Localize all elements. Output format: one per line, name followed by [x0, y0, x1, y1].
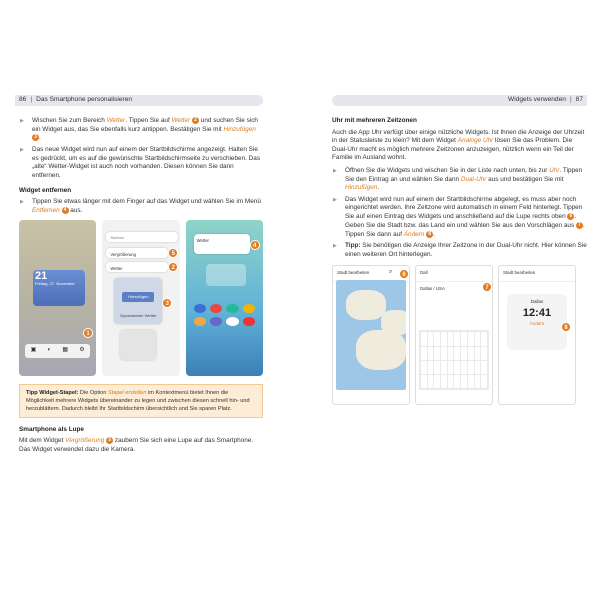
paragraph	[332, 129, 587, 163]
text: aus.	[68, 206, 83, 214]
callout-number: 5	[106, 437, 113, 444]
ui-term: Dual-Uhr	[460, 175, 487, 183]
text: Wischen Sie zum Bereich	[32, 117, 107, 125]
callout-6: 6	[399, 269, 409, 279]
screenshot-widget-context-menu	[186, 220, 263, 376]
right-page-content	[332, 117, 587, 411]
text: lösen Sie das Problem. Die Dual-Uhr macht es möglich mehrere Zeitzonen anzuzeigen, nützlich wenn ein Teil der Familie im Ausland wohnt.	[332, 137, 574, 162]
left-page-header	[15, 95, 263, 106]
text: . Tippen Sie den Eintrag an und wählen Sie dann	[345, 166, 583, 183]
widget-preview-2	[120, 330, 156, 360]
text: . Tippen Sie auf	[125, 117, 172, 125]
section-heading: Uhr mit mehreren Zeitzonen	[332, 117, 417, 124]
text: aus und bestätigen Sie mit	[486, 175, 564, 183]
header-separator: |	[30, 96, 33, 104]
left-page-content	[19, 117, 263, 458]
dual-clock-widget	[507, 294, 567, 350]
text: Öffnen Sie die Widgets und wischen Sie in der Liste nach unten, bis zur	[345, 166, 550, 174]
text: Sie benötigen die Anzeige Ihrer Zeitzone in der Dual-Uhr nicht. Hier können Sie einen weiteren Ort hinterlegen.	[345, 242, 587, 258]
screenshot-home-edit	[19, 220, 96, 376]
callout-number: 2	[192, 117, 199, 124]
search-result[interactable]: Dallas / USA	[420, 286, 445, 292]
instruction-bullet	[332, 196, 587, 240]
landmass	[346, 290, 386, 320]
text: zaubern Sie sich eine Lupe auf das Smartphone. Das Widget verwendet dazu die Kamera.	[19, 437, 254, 453]
callout-number: 7	[576, 222, 583, 229]
world-map[interactable]	[336, 280, 406, 390]
weather-widget-menu[interactable]: Wetter	[194, 234, 250, 254]
ui-term: Hinzufügen	[223, 125, 256, 133]
callout-4: 4	[250, 240, 260, 250]
instruction-bullet	[19, 146, 263, 180]
ui-term: Wetter	[171, 117, 191, 125]
tip-label: Tipp Widget-Stapel:	[26, 389, 79, 396]
search-query[interactable]: Dall	[416, 266, 492, 282]
city-time: 12:41	[522, 307, 552, 320]
widget-item-weather[interactable]: Wetter	[106, 262, 168, 272]
text: . Geben Sie die Stadt bzw. das Land ein und wählen Sie aus den Vorschlägen aus	[345, 213, 577, 229]
landmass	[381, 310, 406, 335]
weather-widget	[206, 264, 246, 286]
screen-title: Stadt bearbeiten	[333, 266, 409, 282]
callout-2: 2	[168, 262, 178, 272]
status-bar	[102, 220, 179, 226]
text: .	[39, 134, 41, 142]
ui-term: Hinzufügen	[345, 184, 378, 192]
instruction-bullet	[19, 117, 263, 143]
theme-icon: ◐	[47, 347, 52, 354]
header-separator: |	[569, 96, 572, 104]
app-icon[interactable]	[226, 317, 238, 326]
text: .	[377, 184, 380, 192]
callout-5: 5	[168, 248, 178, 258]
section-heading: Widget entfernen	[19, 186, 72, 194]
clock-date: Freitag, 27. November	[35, 281, 75, 287]
city-label: Dallas	[530, 299, 544, 305]
text: Mit dem Widget	[19, 437, 66, 445]
callout-number: 6	[567, 213, 574, 220]
status-bar	[19, 220, 96, 226]
wallpaper-icon: ▣	[30, 347, 37, 354]
screenshot-row	[19, 220, 263, 376]
screenshot-widget-list	[102, 220, 179, 376]
ui-term: Wetter	[106, 117, 126, 125]
clock-widget	[33, 270, 85, 306]
text: Die Option	[78, 389, 108, 396]
ui-term: Stapel erstellen	[107, 389, 147, 396]
instruction-bullet	[332, 242, 587, 259]
edit-toolbar	[25, 344, 90, 358]
page-number-left: 86	[19, 96, 27, 104]
instruction-bullet	[19, 198, 263, 215]
callout-number: 3	[32, 134, 39, 141]
callout-8: 8	[561, 322, 571, 332]
app-icon[interactable]	[210, 317, 222, 326]
chapter-title-right: Widgets verwenden	[508, 96, 566, 104]
status-bar	[186, 220, 263, 226]
text: .	[433, 230, 435, 238]
app-icon[interactable]	[226, 304, 238, 313]
callout-1: 1	[83, 328, 93, 338]
app-icon[interactable]	[210, 304, 222, 313]
ui-term: Entfernen	[32, 206, 60, 214]
text: Das neue Widget wird nun auf einem der Startbildschirme angezeigt. Halten Sie es gedrückt, um es auf die gewünschte Startbildschirmseite zu verschieben. Das „alte“ Wetter-Widget ist auch noch vorhanden. Diesen können Sie dann entfernen.	[32, 146, 261, 179]
app-icon[interactable]	[243, 304, 255, 313]
callout-number: 4	[62, 207, 69, 214]
keyboard[interactable]	[419, 330, 489, 390]
text: Tippen Sie etwas länger mit dem Finger auf das Widget und wählen Sie im Menü	[32, 198, 261, 206]
tip-label: Tipp:	[345, 242, 361, 250]
add-button[interactable]: Hinzufügen	[122, 292, 154, 302]
screenshot-row	[332, 265, 587, 405]
widget-item-magnifier[interactable]: Vergrößerung	[106, 248, 168, 258]
widget-search[interactable]: Suchen	[106, 232, 178, 242]
screen-title: Stadt bearbeiten	[499, 266, 575, 282]
page-number-right: 87	[575, 96, 583, 104]
ui-term: Ändern	[403, 230, 425, 238]
callout-number: 8	[426, 231, 433, 238]
tip-box	[19, 384, 263, 418]
preview-label: Dynamischer Wetter	[120, 312, 157, 318]
paragraph	[19, 437, 263, 454]
left-page	[15, 95, 295, 535]
change-button[interactable]: Ändern	[529, 320, 545, 326]
ui-term: Analoge Uhr	[457, 137, 494, 145]
search-icon[interactable]: ⌕	[389, 269, 393, 276]
text: . Tippen Sie dann auf	[345, 221, 585, 238]
app-grid	[194, 304, 255, 326]
ui-term: Uhr	[549, 166, 560, 174]
text: Auch die App Uhr verfügt über einige nützliche Widgets. Ist Ihnen die Anzeige der Uhrzeit in der Statusleiste zu klein? Mit dem Widget	[332, 128, 585, 145]
app-icon[interactable]	[194, 317, 206, 326]
text: im Kontextmenü bietet Ihnen die Möglichkeit mehrere Widgets übereinander zu legen und zwischen diesen schnell hin- und herzublättern. Dadurch bleibt Ihr Startbildschirm übersichtlich und Sie sparen Platz.	[26, 389, 250, 412]
text: und suchen Sie sich ein Widget aus, das Sie ebenfalls kurz antippen. Bestätigen Sie mit	[32, 117, 258, 133]
clock-time: 21	[35, 269, 48, 282]
widget-preview	[114, 278, 162, 324]
app-icon[interactable]	[243, 317, 255, 326]
ui-term: Vergrößerung	[65, 437, 105, 445]
settings-icon: ⚙	[79, 347, 85, 354]
right-page	[322, 95, 587, 535]
text: Das Widget wird nun auf einem der Startbildschirme abgelegt, es muss aber noch eingerichtet werden. Ihre Zeitzone wird automatisch in einem Feld hinterlegt. Tippen Sie auf einen Eintrag des Widgets und anschließend auf die Lupe rechts oben	[345, 195, 583, 221]
screenshot-city-search	[415, 265, 493, 405]
instruction-bullet	[332, 167, 587, 193]
landmass	[356, 330, 406, 370]
app-icon[interactable]	[194, 304, 206, 313]
chapter-title-left: Das Smartphone personalisieren	[36, 96, 133, 104]
right-page-header	[332, 95, 587, 106]
callout-3: 3	[162, 298, 172, 308]
widgets-icon: ▦	[62, 347, 69, 354]
screenshot-edit-city-map	[332, 265, 410, 405]
screenshot-edit-city-widget	[498, 265, 576, 405]
callout-7: 7	[482, 282, 492, 292]
section-heading: Smartphone als Lupe	[19, 425, 84, 433]
